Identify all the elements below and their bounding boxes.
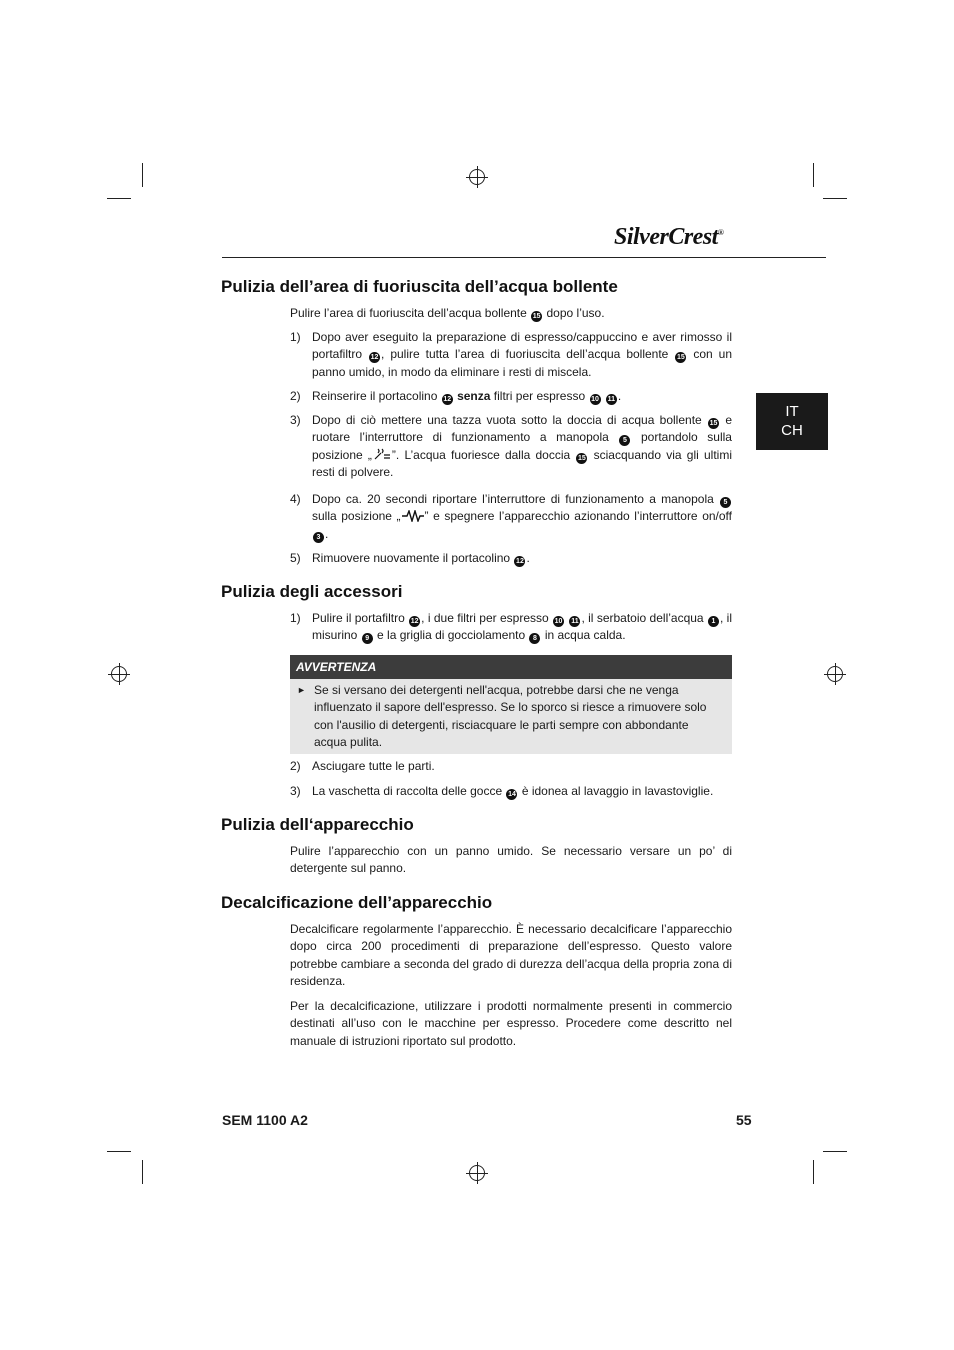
- registration-mark-icon: [469, 1165, 485, 1181]
- registration-mark-icon: [827, 666, 843, 682]
- model-number: SEM 1100 A2: [222, 1112, 308, 1128]
- brand-logo: SilverCrest®: [614, 224, 724, 250]
- off-position-symbol-icon: [401, 510, 425, 522]
- list-item: 4) Dopo ca. 20 secondi riportare l’interruttore di funzionamento a manopola 5 sulla posizione „ ” e spegnere l’apparecchio azionando l’interruttore on/off 3 .: [290, 492, 732, 541]
- warning-text: Se si versano dei detergenti nell'acqua, potrebbe darsi che ne venga influenzato il sapore dell'espresso. Se lo sporco si riesce a rimuovere solo con l'ausilio di detergenti, risciacquare le parti sempre con abbondante acqua pulita.: [314, 683, 707, 749]
- list-item: 3) La vaschetta di raccolta delle gocce 14 è idonea al lavaggio in lavastoviglie.: [290, 784, 714, 798]
- warning-box: [290, 679, 732, 754]
- header-rule: [222, 257, 826, 258]
- paragraph: Pulire l’area di fuoriuscita dell’acqua bollente 15 dopo l’uso.: [290, 306, 605, 320]
- section-title: Decalcificazione dell’apparecchio: [221, 893, 493, 912]
- list-item: 2) Reinserire il portacolino 12 senza filtri per espresso 10 11 .: [290, 389, 622, 403]
- section-title: Pulizia dell’area di fuoriuscita dell’acqua bollente: [221, 277, 618, 296]
- list-item: 2) Asciugare tutte le parti.: [290, 759, 435, 773]
- section-title: Pulizia dell‘apparecchio: [221, 815, 414, 834]
- registration-mark-icon: [469, 169, 485, 185]
- paragraph: Decalcificare regolarmente l’apparecchio. È necessario decalcificare l’apparecchio dopo circa 200 procedimenti di preparazione dell’espresso. Questo valore potrebbe cambiare a seconda del grado di durezza dell’acqua della propria zona di residenza.: [290, 922, 732, 988]
- arrow-right-icon: ►: [297, 685, 306, 695]
- language-tab: IT CH: [756, 393, 828, 450]
- warning-title: AVVERTENZA: [290, 655, 732, 679]
- list-item: 1) Pulire il portafiltro 12 , i due filtri per espresso 10 11 , il serbatoio dell’acqua 1 , il misurino 9 e la griglia di gocciolamento 8 in acqua calda.: [290, 611, 733, 643]
- steam-symbol-icon: [372, 447, 392, 461]
- list-item: 1) Dopo aver eseguito la preparazione di espresso/cappuccino e aver rimosso il portafiltro 12 , pulire tutta l’area di fuoriuscita dell’acqua bollente 15 con un panno umido, in modo da eliminare i resti di miscela.: [290, 330, 733, 379]
- section-title: Pulizia degli accessori: [221, 582, 403, 601]
- list-item: 5) Rimuovere nuovamente il portacolino 12 .: [290, 551, 530, 565]
- paragraph: Pulire l’apparecchio con un panno umido. Se necessario versare un po’ di detergente sul panno.: [290, 844, 732, 876]
- registration-mark-icon: [111, 666, 127, 682]
- page-number: 55: [736, 1112, 752, 1128]
- list-item: 3) Dopo di ciò mettere una tazza vuota sotto la doccia di acqua bollente 15 e ruotare l’interruttore di funzionamento a manopola 5 portandolo sulla posizione „ ”. L’acqua fuoriesce dalla doccia 15 sciacquando via gli ultimi resti di polvere.: [290, 413, 733, 479]
- paragraph: Per la decalcificazione, utilizzare i prodotti normalmente presenti in commercio destinati all’uso con le macchine per espresso. Procedere come descritto nel manuale di istruzioni riportato sul prodotto.: [290, 999, 732, 1048]
